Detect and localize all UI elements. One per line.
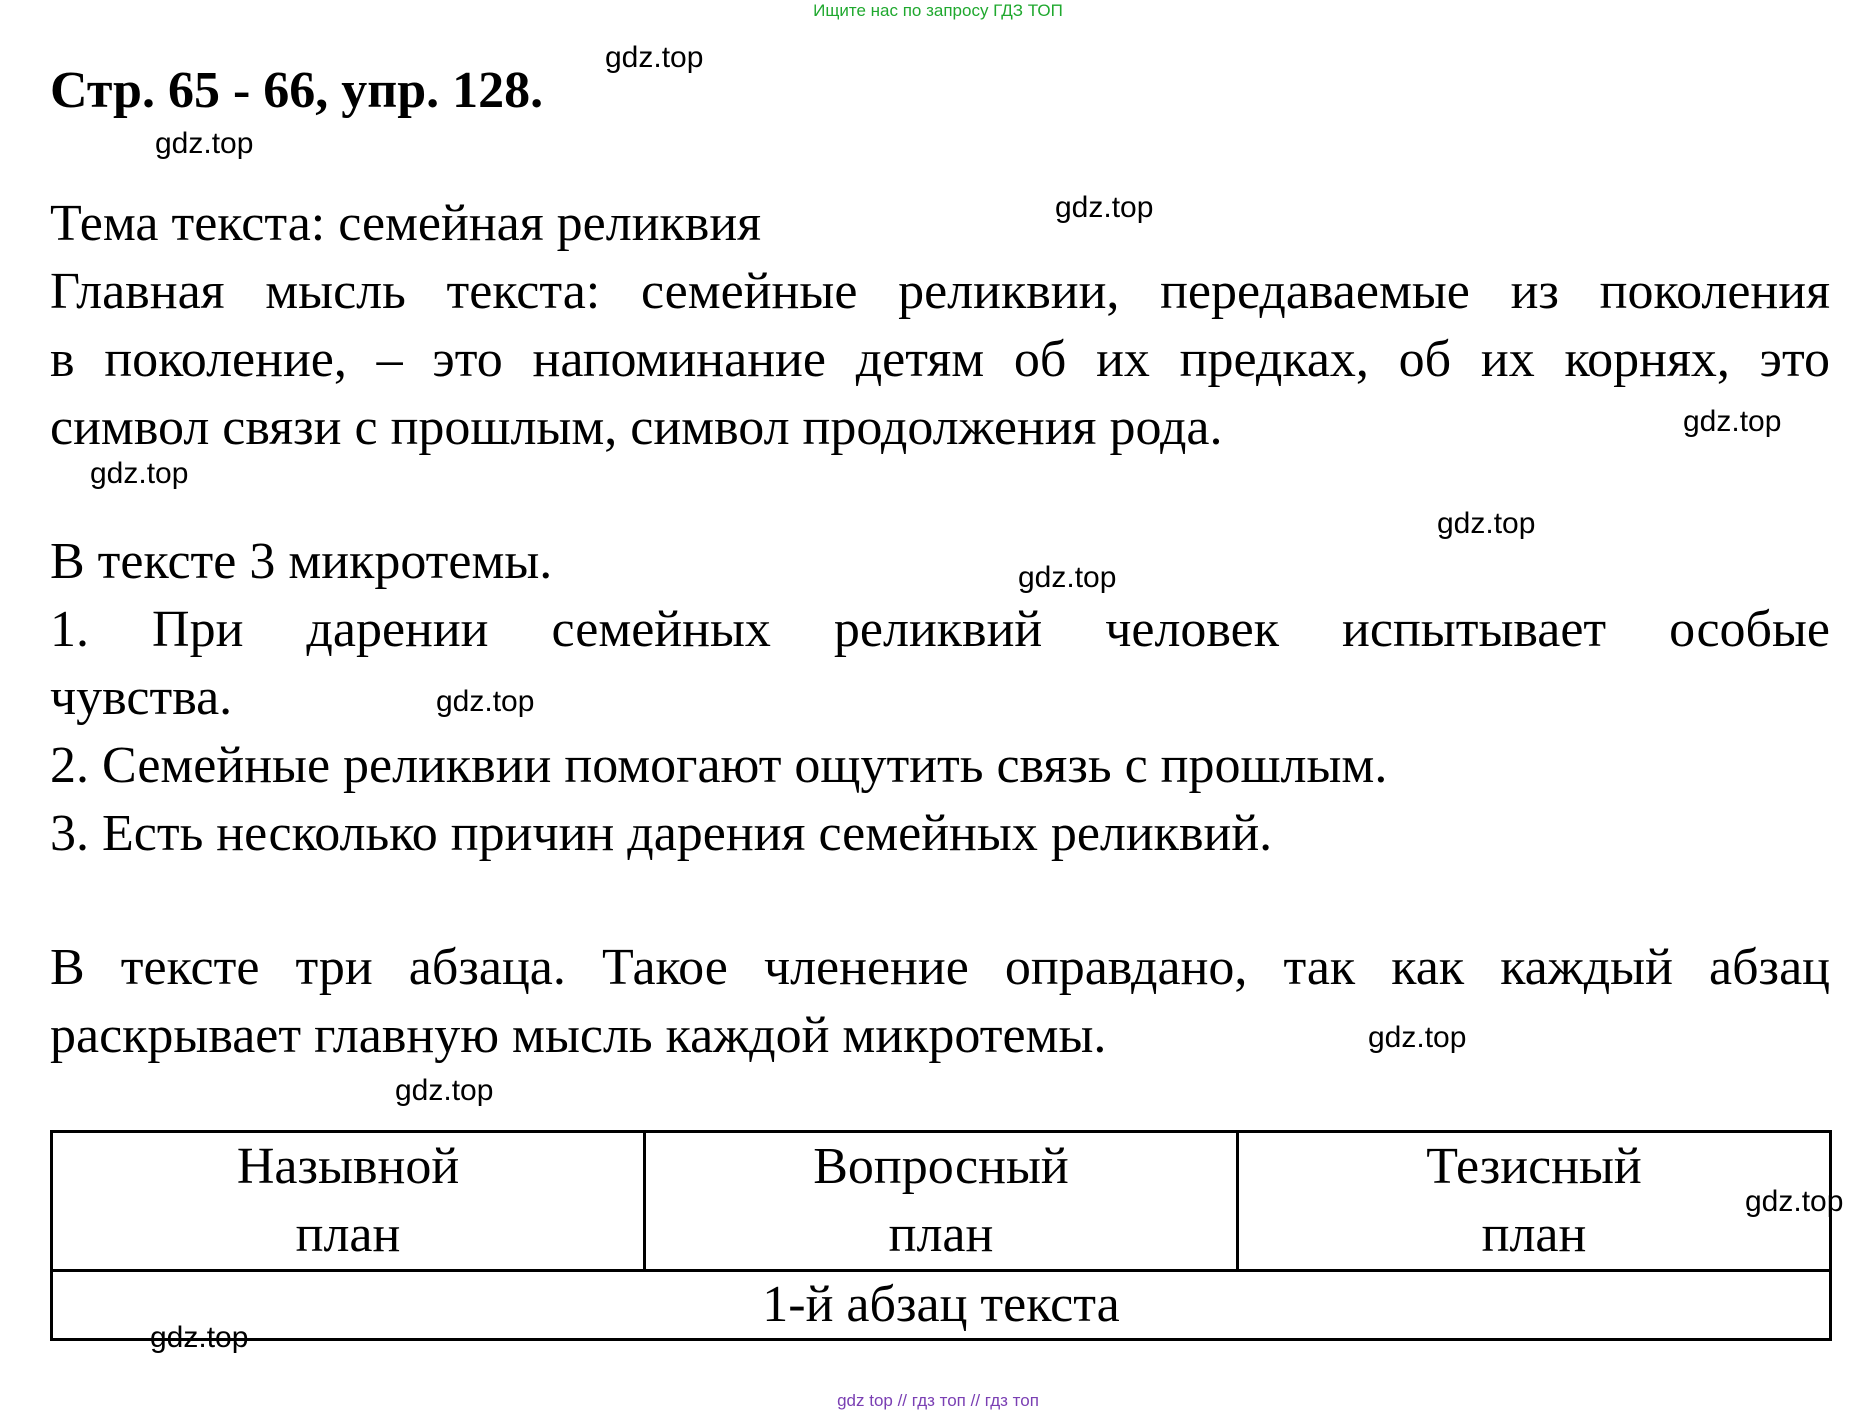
- watermark: gdz.top: [150, 1321, 249, 1354]
- main-idea-line-3: символ связи с прошлым, символ продолжения рода.: [50, 399, 1223, 456]
- watermark: gdz.top: [1055, 191, 1154, 224]
- microthemes-intro: В тексте 3 микротемы.: [50, 533, 553, 590]
- main-idea-line-1: Главная мысль текста: семейные реликвии, передаваемые из поколения: [50, 263, 1830, 320]
- paragraph-line-1: В тексте три абзаца. Такое членение оправдано, так как каждый абзац: [50, 939, 1830, 996]
- header-label: Вопросный: [813, 1138, 1069, 1195]
- header-cell-nominal-plan: [52, 1132, 645, 1271]
- watermark: gdz.top: [90, 457, 189, 490]
- microtheme-3: 3. Есть несколько причин дарения семейных реликвий.: [50, 805, 1273, 862]
- plan-table-row: [52, 1271, 1831, 1340]
- header-label: Назывной: [236, 1138, 460, 1195]
- watermark: gdz.top: [605, 41, 704, 74]
- watermark: gdz.top: [1018, 561, 1117, 594]
- header-label: план: [295, 1206, 401, 1263]
- paragraph-line-2: раскрывает главную мысль каждой микротемы.: [50, 1007, 1107, 1064]
- row-label-cell: 1-й абзац текста: [52, 1271, 1831, 1340]
- main-idea-line-2: в поколение, – это напоминание детям об их предках, об их корнях, это: [50, 331, 1830, 388]
- theme-line: Тема текста: семейная реликвия: [50, 195, 762, 252]
- plan-table-header-row: [52, 1132, 1831, 1271]
- watermark: gdz.top: [1745, 1185, 1844, 1218]
- top-banner: Ищите нас по запросу ГДЗ ТОП: [813, 1, 1063, 20]
- header-label: план: [888, 1206, 994, 1263]
- watermark: gdz.top: [1368, 1021, 1467, 1054]
- footer-watermark: gdz top // гдз топ // гдз топ: [837, 1391, 1039, 1410]
- header-label: Тезисный: [1426, 1138, 1642, 1195]
- microtheme-1: 1. При дарении семейных реликвий человек испытывает особые: [50, 601, 1830, 658]
- header-cell-thesis-plan: [1238, 1132, 1831, 1271]
- microtheme-2: 2. Семейные реликвии помогают ощутить связь с прошлым.: [50, 737, 1388, 794]
- watermark: gdz.top: [1683, 405, 1782, 438]
- plan-table: [50, 1130, 1832, 1341]
- watermark: gdz.top: [395, 1074, 494, 1107]
- microtheme-1-continuation: чувства.: [50, 669, 233, 726]
- watermark: gdz.top: [1437, 507, 1536, 540]
- header-cell-question-plan: [645, 1132, 1238, 1271]
- watermark: gdz.top: [155, 127, 254, 160]
- header-label: план: [1481, 1206, 1587, 1263]
- watermark: gdz.top: [436, 685, 535, 718]
- page-title: Стр. 65 - 66, упр. 128.: [50, 62, 544, 119]
